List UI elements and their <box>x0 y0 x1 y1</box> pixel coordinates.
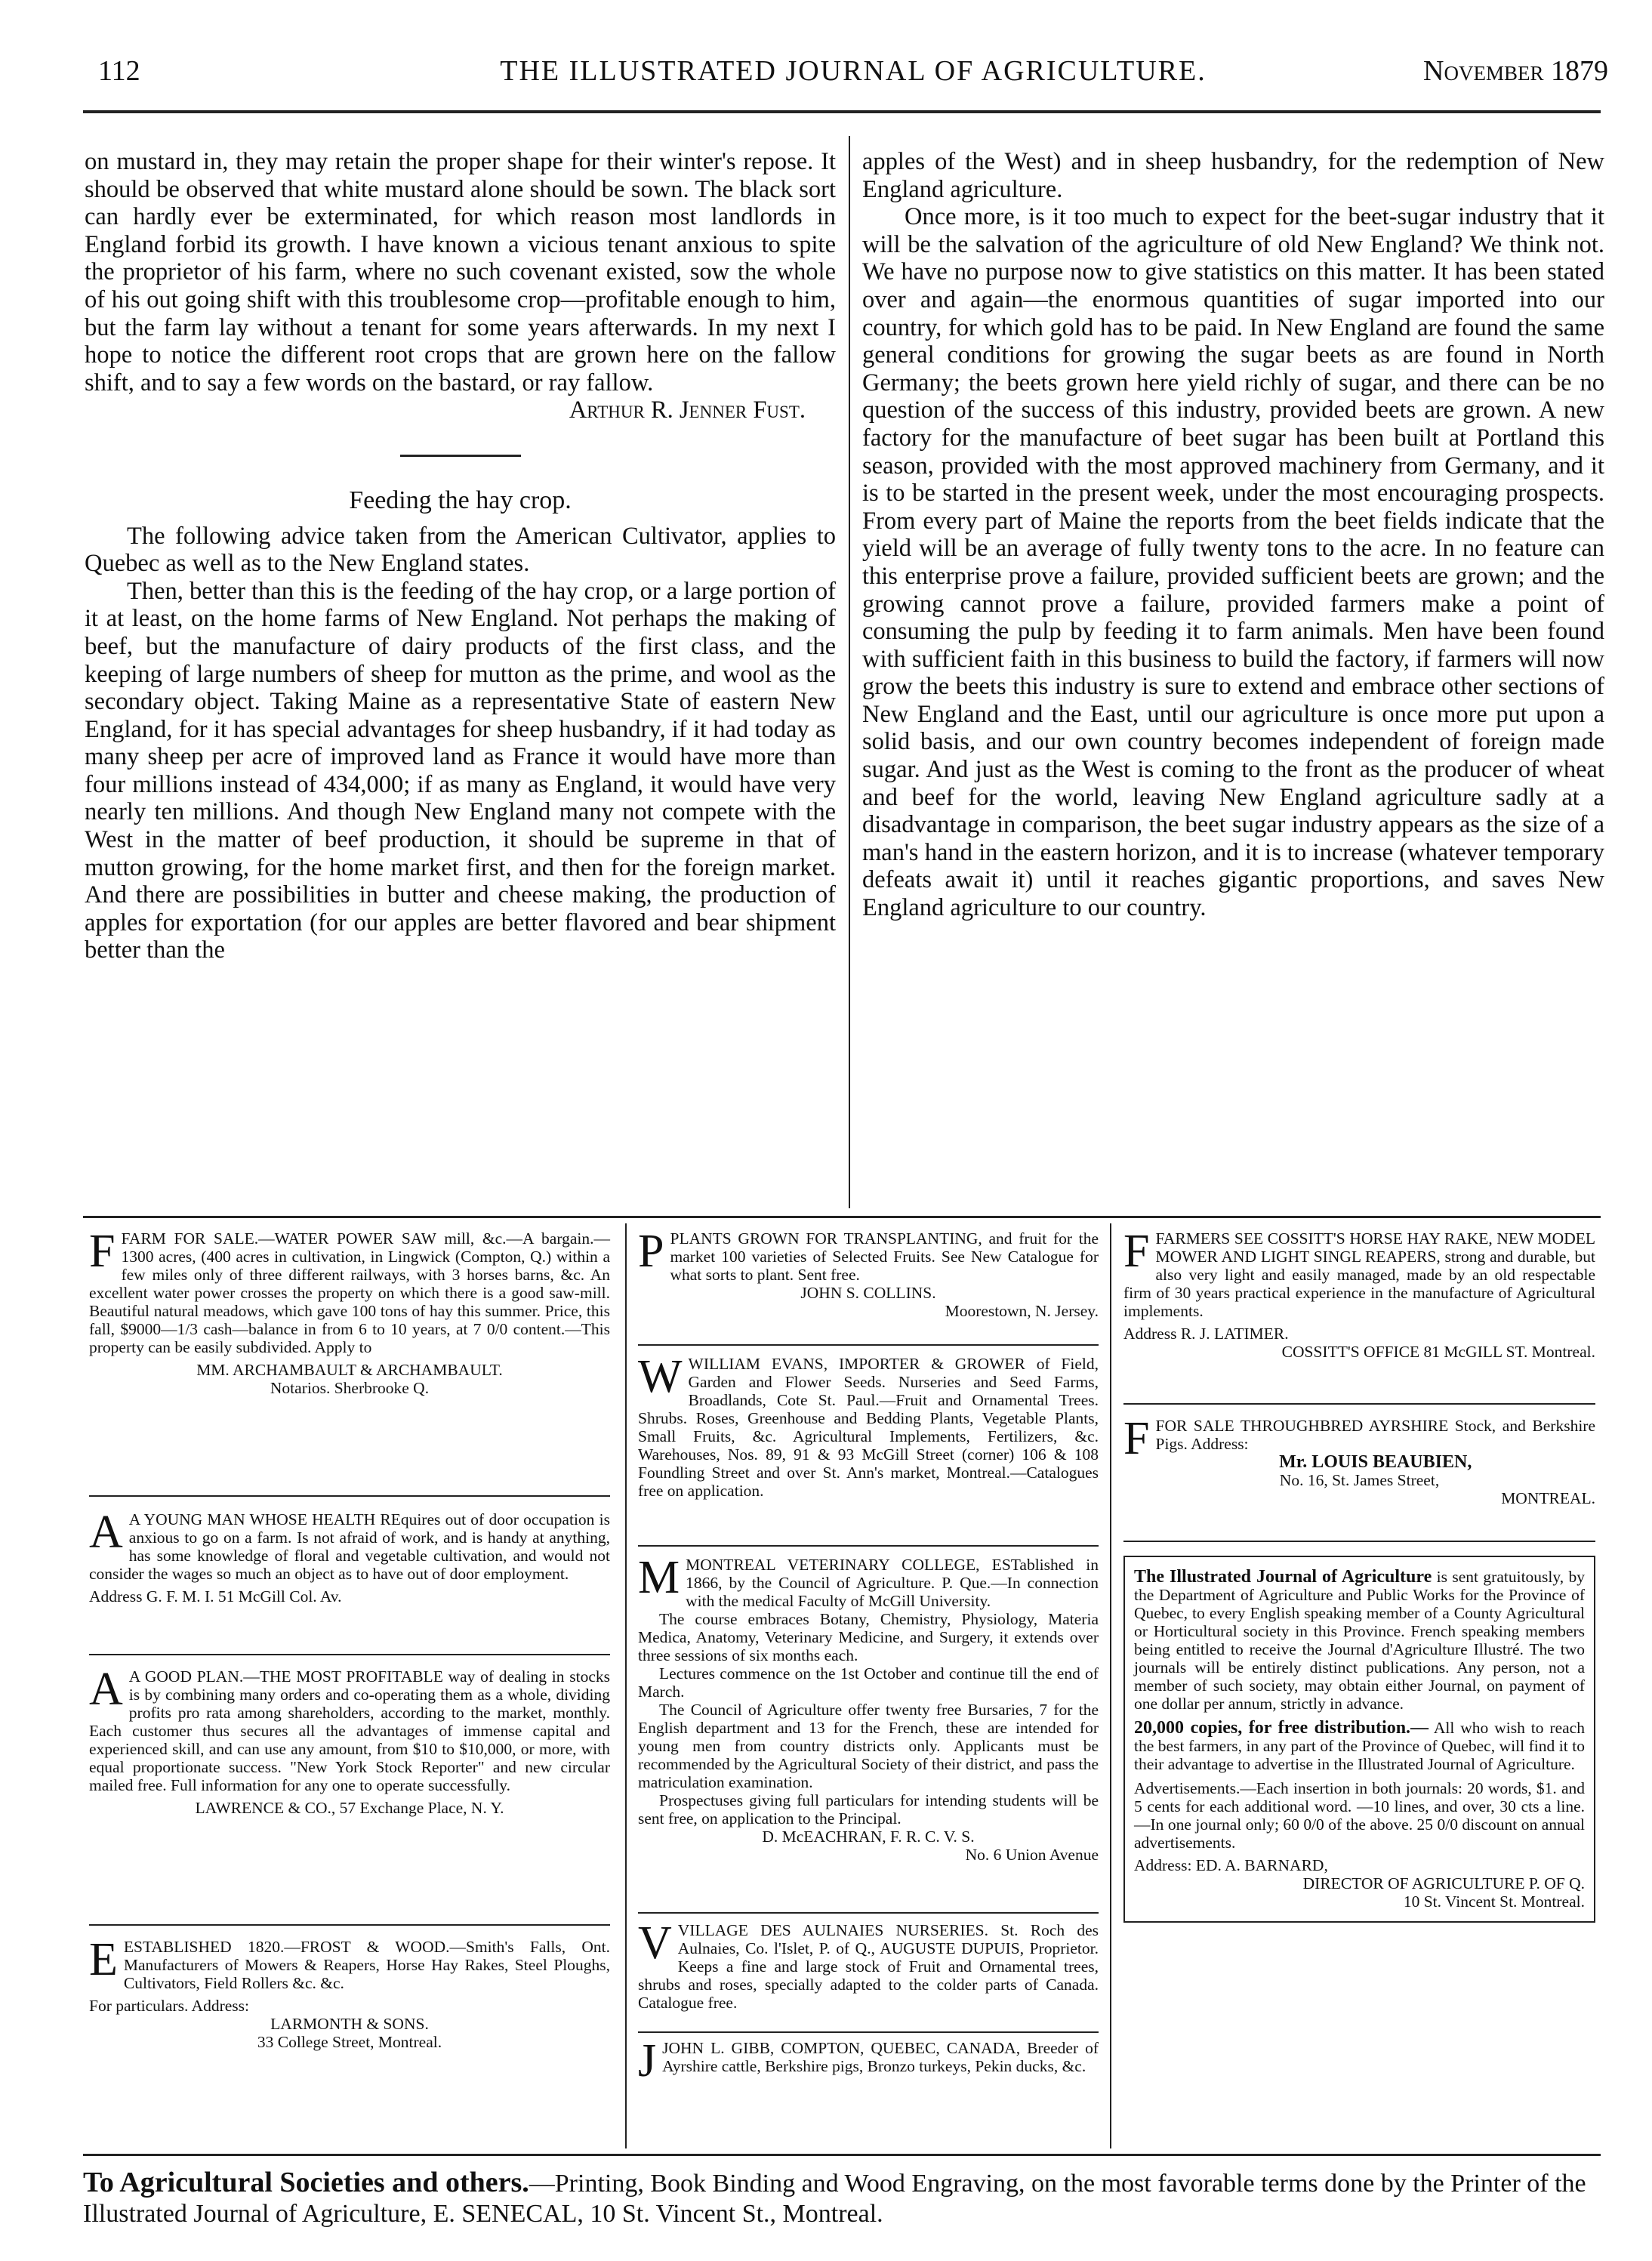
footer-bold: To Agricultural Societies and others. <box>83 2167 529 2198</box>
drop-cap: M <box>638 1552 680 1603</box>
ad-place: Notarios. Sherbrooke Q. <box>270 1379 430 1397</box>
ad-address: Address G. F. M. I. 51 McGill Col. Av. <box>89 1587 342 1606</box>
ad-signer: D. McEACHRAN, F. R. C. V. S. <box>762 1828 975 1846</box>
issue-month: November 1879 <box>1423 55 1608 87</box>
ad-text: Prospectuses giving full particulars for intending students will be sent free, on application to the Principal. <box>638 1791 1099 1828</box>
ad-village-nurseries <box>638 1917 1099 2012</box>
section-heading: Feeding the hay crop. <box>349 486 572 514</box>
ad-text: The course embraces Botany, Chemistry, Physiology, Materia Medica, Anatomy, Veterinary Medicine, and Surgery, it extends over three sessions of six months each. <box>638 1610 1099 1664</box>
drop-cap: A <box>89 1664 123 1715</box>
page-header <box>98 54 1608 100</box>
header-rule <box>83 110 1601 113</box>
ad-text: ESTABLISHED 1820.—FROST & WOOD.—Smith's Falls, Ont. Manufacturers of Mowers & Reapers, Horse Hay Rakes, Steel Ploughs, Cultivators, Field Rollers &c. &c. <box>123 1938 610 1992</box>
article-paragraph: on mustard in, they may retain the proper shape for their winter's repose. It should be observed that white mustard alone should be sown. The black sort can hardly ever be exterminated, for which reason most landlords in England forbid its growth. I have known a vicious tenant anxious to spite the proprietor of his farm, where no such covenant existed, sow the whole of his out going shift with this troublesome crop—profitable enough to him, but the farm lay without a tenant for some years afterwards. In my next I hope to notice the different root crops that are grown here on the fallow shift, and to say a few words on the bastard, or ray fallow. <box>85 148 836 396</box>
ad-separator <box>638 1344 1099 1346</box>
drop-cap: E <box>89 1934 118 1985</box>
ad-place: 10 St. Vincent St. Montreal. <box>1403 1892 1585 1911</box>
article-paragraph: apples of the West) and in sheep husbandry, for the redemption of New England agriculture. <box>862 148 1604 203</box>
right-column <box>862 148 1604 922</box>
drop-cap: F <box>1123 1226 1150 1277</box>
article-paragraph: The following advice taken from the American Cultivator, applies to Quebec as well as to the New England states. <box>85 522 836 578</box>
ad-separator <box>1123 1403 1595 1405</box>
drop-cap: A <box>89 1507 123 1558</box>
article-signature: Arthur R. Jenner Fust. <box>569 396 806 424</box>
ad-address: Address: ED. A. BARNARD, <box>1134 1856 1328 1874</box>
column-divider <box>849 136 850 1208</box>
ad-separator <box>89 1654 610 1655</box>
ad-text: MONTREAL VETERINARY COLLEGE, ESTablished in 1866, by the Council of Agriculture. P. Que.—In connection with the medical Faculty of McGill University. <box>686 1556 1099 1610</box>
ad-text: is sent gratuitously, by the Department of Agriculture and Public Works for the Province of Quebec, to every English speaking member of a County Agricultural or Horticultural society in this Province. French speaking members being entitled to receive the Journal d'Agriculture Illustré. The two journals will be entirely distinct publications. Any person, not a member of such society, may obtain either Journal, on payment of one dollar per annum, strictly in advance. <box>1134 1568 1585 1713</box>
ad-line: DIRECTOR OF AGRICULTURE P. OF Q. <box>1302 1874 1585 1892</box>
ads-rule <box>83 1216 1601 1218</box>
article-paragraph: Then, better than this is the feeding of the hay crop, or a large portion of it at least, on the home farms of New England. Not perhaps the making of beef, but the manufacture of dairy products of the first class, and the keeping of large numbers of sheep for mutton as the prime, and wool as the secondary object. Taking Maine as a representative State of eastern New England, for it has special advantages for sheep husbandry, if it had today as many sheep per acre of improved land as France it would have more than four millions instead of 434,000; if as many as England, it would have very nearly ten millions. And though New England many not compete with the West in the matter of beef production, it should be supreme in that of mutton growing, for the home market first, and then for the foreign market. And there are possibilities in butter and cheese making, the production of apples for exportation (for our apples are better flavored and bear shipment better than the <box>85 577 836 964</box>
ad-separator <box>89 1924 610 1926</box>
drop-cap: F <box>1123 1413 1150 1464</box>
section-divider <box>400 455 521 457</box>
ad-text: FARM FOR SALE.—WATER POWER SAW mill, &c.—A bargain.—1300 acres, (400 acres in cultivation, in Lingwick (Compton, Q.) within a few miles only of three different railways, with 3 horses barns, &c. An excellent water power crosses the property on which there is a good saw-mill. Beautiful natural meadows, which gave 100 tons of hay this summer. Price, this fall, $9000—1/3 cash—balance in from 6 to 10 years, at 7 0/0 content.—This property can be easily subdivided. Apply to <box>89 1229 610 1356</box>
drop-cap: P <box>638 1226 664 1277</box>
ad-signer: JOHN S. COLLINS. <box>800 1284 936 1302</box>
ad-place: COSSITT'S OFFICE 81 McGILL ST. Montreal. <box>1281 1343 1595 1361</box>
drop-cap: J <box>638 2035 657 2087</box>
ad-plants <box>638 1226 1099 1320</box>
ad-text: WILLIAM EVANS, IMPORTER & GROWER of Field, Garden and Flower Seeds. Nurseries and Seed Farms, Broadlands, Cote St. Paul.—Fruit and Ornamental Trees. Shrubs. Roses, Greenhouse and Bedding Plants, Vegetable Plants, Small Fruits, &c. Agricultural Implements, Fertilizers, &c. Warehouses, Nos. 89, 91 & 93 McGill Street (corner) 106 & 108 Foundling Street and over St. Ann's market, Montreal.—Catalogues free on application. <box>638 1355 1099 1500</box>
ad-signer: LARMONTH & SONS. <box>270 2015 429 2033</box>
ad-text: A YOUNG MAN WHOSE HEALTH REquires out of door occupation is anxious to go on a farm. Is not afraid of work, and is handy at anything, has some knowledge of floral and vegetable cultivation, and would not consider the wages so much an object as to have out of door employment. <box>89 1510 610 1583</box>
article-paragraph: Once more, is it too much to expect for the beet-sugar industry that it will be the salvation of the agriculture of old New England? We think not. We have no purpose now to give statistics on this matter. It has been stated over and again—the enormous quantities of sugar imported into our country, for which gold has to be paid. In New England are found the same general conditions for growing the sugar beets as are found in North Germany; the beets grown here yield richly of sugar, and there can be no question of the success of this industry, provided beets are grown. A new factory for the manufacture of beet sugar has been built at Portland this season, provided with the most approved machinery from Germany, and it is to be started in the present week, under the most encouraging prospects. From every part of Maine the reports from the beet fields indicate that the yield will be an average of fully twenty tons to the acre. In no feature can this enterprise prove a failure, provided sufficient beets are grown; and the growing cannot prove a failure, provided farmers make a point of consuming the pulp by feeding it to farm animals. Men have been found with sufficient faith in this business to build the factory, if farmers will now grow the beets this industry is sure to extend and embrace other sections of New England and the East, until our agriculture is once more put upon a solid basis, and our own country becomes independent of foreign made sugar. And just as the West is coming to the front as the producer of wheat and beef for the world, leaving New England agriculture sadly at a disadvantage in comparison, the beet sugar industry appears as the size of a man's hand in the eastern horizon, and it is to increase (whatever temporary defeats await it) until it reaches gigantic proportions, and saves New England agriculture to our country. <box>862 203 1604 922</box>
ad-particulars: For particulars. Address: <box>89 1997 249 2015</box>
ad-text: Lectures commence on the 1st October and continue till the end of March. <box>638 1664 1099 1701</box>
ad-place: Moorestown, N. Jersey. <box>945 1302 1099 1320</box>
ad-place: No. 6 Union Avenue <box>965 1846 1099 1864</box>
ad-separator <box>638 1912 1099 1914</box>
ad-farmers-see <box>1123 1226 1595 1361</box>
drop-cap: V <box>638 1917 672 1969</box>
notice-subtitle: 20,000 copies, for free distribution.— <box>1134 1718 1429 1738</box>
ad-text: PLANTS GROWN FOR TRANSPLANTING, and fruit for the market 100 varieties of Selected Fruits. See New Catalogue for what sorts to plant. Sent free. <box>670 1229 1099 1284</box>
journal-title: THE ILLUSTRATED JOURNAL OF AGRICULTURE. <box>500 55 1207 87</box>
drop-cap: F <box>89 1226 116 1277</box>
ad-separator <box>638 2031 1099 2033</box>
ad-column-divider <box>625 1223 627 2148</box>
ad-address: Address R. J. LATIMER. <box>1123 1325 1289 1343</box>
ad-text: FARMERS SEE COSSITT'S HORSE HAY RAKE, NEW MODEL MOWER AND LIGHT SINGL REAPERS, strong and durable, but also very light and easily managed, made by an old respectable firm of 30 years practical experience in the manufacture of Agricultural implements. <box>1123 1229 1595 1320</box>
ad-line: No. 16, St. James Street, <box>1279 1471 1440 1489</box>
ad-separator <box>638 1545 1099 1547</box>
ad-good-plan <box>89 1664 610 1817</box>
ad-established <box>89 1934 610 2051</box>
printer-notice <box>83 2167 1593 2229</box>
ad-text: A GOOD PLAN.—THE MOST PROFITABLE way of dealing in stocks is by combining many orders and co-operating them as a whole, dividing profits pro rata among shareholders, according to the market, monthly. Each customer thus secures all the advantages of immense capital and experienced skill, and can use any amount, from $10 to $10,000, or more, with equal proportionate success. "New York Stock Reporter" and new circular mailed free. Full information for any one to operate successfully. <box>89 1667 610 1794</box>
ad-column-divider <box>1110 1223 1111 2148</box>
page-number: 112 <box>98 55 140 87</box>
ad-separator <box>89 1495 610 1497</box>
ad-signer: MM. ARCHAMBAULT & ARCHAMBAULT. <box>196 1361 503 1379</box>
ad-william-evans <box>638 1351 1099 1500</box>
ad-place: MONTREAL. <box>1501 1489 1595 1507</box>
drop-cap: W <box>638 1351 683 1402</box>
journal-notice-box <box>1123 1556 1595 1923</box>
ad-text: VILLAGE DES AULNAIES NURSERIES. St. Roch des Aulnaies, Co. l'Islet, P. of Q., AUGUSTE DUPUIS, Proprietor. Keeps a fine and large stock of Fruit and Ornamental trees, shrubs and roses, specially adapted to the colder parts of Canada. Catalogue free. <box>638 1921 1099 2012</box>
notice-title: The Illustrated Journal of Agriculture <box>1134 1567 1432 1587</box>
ad-text: FOR SALE THROUGHBRED AYRSHIRE Stock, and Berkshire Pigs. Address: <box>1155 1417 1595 1453</box>
ad-text: The Council of Agriculture offer twenty free Bursaries, 7 for the English department and 13 for the French, these are intended for young men from country districts only. Applicants must be recommended by the Agricultural Society of their district, and pass the matriculation examination. <box>638 1701 1099 1791</box>
ad-text: All who wish to reach the best farmers, in any part of the Province of Quebec, will find it to their advantage to advertise in the Illustrated Journal of Agriculture. <box>1134 1719 1585 1773</box>
ad-place: 33 College Street, Montreal. <box>257 2033 442 2051</box>
ad-text: JOHN L. GIBB, COMPTON, QUEBEC, CANADA, Breeder of Ayrshire cattle, Berkshire pigs, Bronzo turkeys, Pekin ducks, &c. <box>662 2039 1099 2075</box>
ad-ayrshire <box>1123 1413 1595 1507</box>
ad-separator <box>1123 1541 1595 1542</box>
ad-young-man <box>89 1507 610 1606</box>
ad-veterinary <box>638 1552 1099 1864</box>
ad-text: Advertisements.—Each insertion in both journals: 20 words, $1. and 5 cents for each additional word. —10 lines, and over, 30 cts a line.—In one journal only; 60 0/0 of the above. 25 0/0 discount on annual advertisements. <box>1134 1779 1585 1852</box>
ad-signer: LAWRENCE & CO., 57 Exchange Place, N. Y. <box>195 1799 504 1817</box>
ad-farm-for-sale <box>89 1226 610 1397</box>
ad-john-gibb <box>638 2035 1099 2087</box>
ad-signer: Mr. LOUIS BEAUBIEN, <box>1279 1452 1472 1472</box>
footer-rule <box>83 2154 1601 2156</box>
footer-text: —Printing, Book Binding and Wood Engraving, on the most favorable terms done by the Printer of the Illustrated Journal of Agriculture, E. SENECAL, 10 St. Vincent St., Montreal. <box>83 2170 1586 2228</box>
left-column <box>85 148 836 964</box>
